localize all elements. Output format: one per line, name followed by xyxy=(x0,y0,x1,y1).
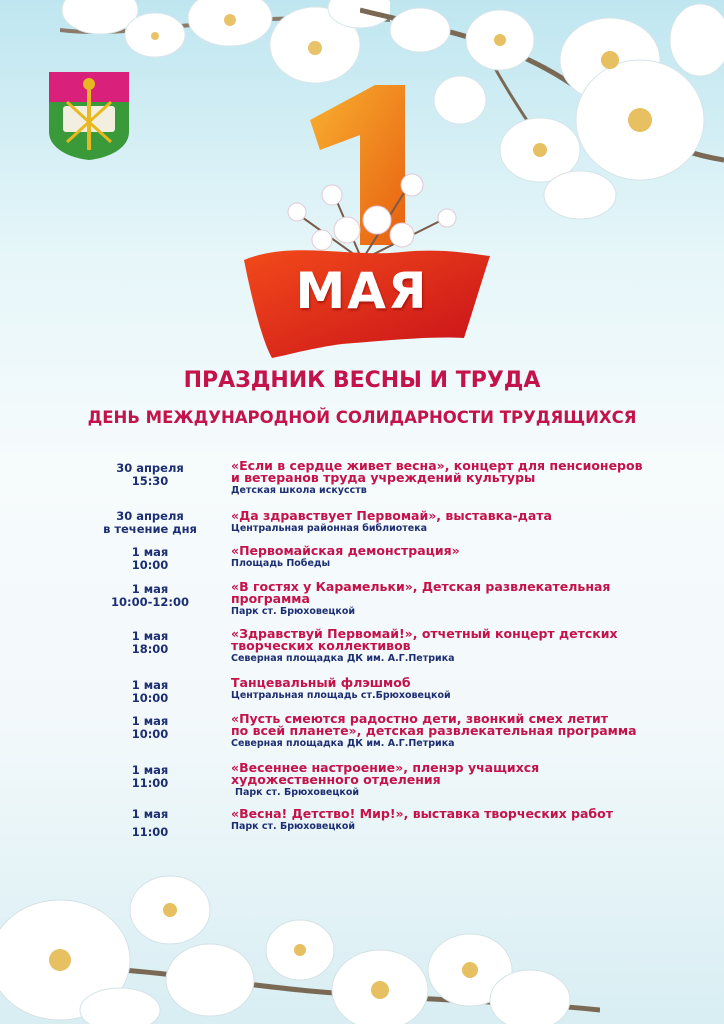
event-title-line: «Весна! Детство! Мир!», выставка творческих работ xyxy=(231,806,613,821)
event-date: 30 апреля xyxy=(116,509,184,523)
coat-of-arms-icon xyxy=(49,72,129,160)
event-details xyxy=(231,510,671,535)
event-details xyxy=(231,808,671,833)
event-title-line: «Если в сердце живет весна», концерт для пенсионеров xyxy=(231,458,643,473)
event-time: 10:00 xyxy=(131,558,169,572)
event-date: 1 мая xyxy=(131,763,169,777)
event-date: 1 мая xyxy=(131,678,169,692)
event-when xyxy=(80,510,220,536)
ribbon-text: МАЯ xyxy=(295,262,429,320)
event-place: Парк ст. Брюховецкой xyxy=(231,606,356,617)
event-title-line: «Первомайская демонстрация» xyxy=(231,543,460,558)
event-time: 10:00-12:00 xyxy=(111,595,189,609)
event-place: Парк ст. Брюховецкой xyxy=(231,821,356,832)
event-when xyxy=(80,583,220,609)
event-place: Парк ст. Брюховецкой xyxy=(235,787,360,798)
event-place: Детская школа искусств xyxy=(231,485,367,496)
event-details xyxy=(231,628,671,665)
event-title-line: «Да здравствует Первомай», выставка-дата xyxy=(231,508,552,523)
event-details xyxy=(231,762,671,799)
page-title: ПРАЗДНИК ВЕСНЫ И ТРУДА xyxy=(183,368,541,393)
event-title-line: «Пусть смеются радостно дети, звонкий смех летит xyxy=(231,711,609,726)
event-time: 11:00 xyxy=(131,825,169,839)
event-when xyxy=(80,715,220,741)
event-when xyxy=(80,462,220,488)
event-title-line: «Здравствуй Первомай!», отчетный концерт детских xyxy=(231,626,618,641)
event-title-line: и ветеранов труда учреждений культуры xyxy=(231,470,536,485)
event-time: 18:00 xyxy=(131,642,169,656)
event-when xyxy=(80,679,220,705)
event-when xyxy=(80,764,220,790)
event-title-line: «В гостях у Карамельки», Детская развлекательная xyxy=(231,579,611,594)
event-time: 11:00 xyxy=(131,776,169,790)
event-date: 1 мая xyxy=(131,629,169,643)
event-date: 30 апреля xyxy=(116,461,184,475)
event-place: Северная площадка ДК им. А.Г.Петрика xyxy=(231,738,455,749)
event-title-line: по всей планете», детская развлекательная программа xyxy=(231,723,637,738)
event-title-line: программа xyxy=(231,591,310,606)
event-when xyxy=(80,630,220,656)
event-place: Площадь Победы xyxy=(231,558,331,569)
event-time: 10:00 xyxy=(131,691,169,705)
event-title-line: «Весеннее настроение», пленэр учащихся xyxy=(231,760,540,775)
event-title-line: Танцевальный флэшмоб xyxy=(231,675,411,690)
event-title-line: творческих коллективов xyxy=(231,638,411,653)
blossom-decoration-bottom xyxy=(0,850,600,1024)
event-date: 1 мая xyxy=(131,714,169,728)
event-time: 15:30 xyxy=(131,474,169,488)
event-date: 1 мая xyxy=(131,807,169,821)
event-place: Центральная площадь ст.Брюховецкой xyxy=(231,690,451,701)
event-date: 1 мая xyxy=(131,582,169,596)
event-details xyxy=(231,677,671,702)
event-place: Центральная районная библиотека xyxy=(231,523,428,534)
event-details xyxy=(231,460,671,497)
event-details xyxy=(231,581,671,618)
event-time: в течение дня xyxy=(103,522,197,536)
event-place: Северная площадка ДК им. А.Г.Петрика xyxy=(231,653,455,664)
event-time: 10:00 xyxy=(131,727,169,741)
event-when xyxy=(80,546,220,572)
page-subtitle: ДЕНЬ МЕЖДУНАРОДНОЙ СОЛИДАРНОСТИ ТРУДЯЩИХСЯ xyxy=(87,408,637,427)
event-details xyxy=(231,713,671,750)
event-date: 1 мая xyxy=(131,545,169,559)
event-title-line: художественного отделения xyxy=(231,772,441,787)
event-details xyxy=(231,545,671,570)
event-when xyxy=(80,808,220,839)
